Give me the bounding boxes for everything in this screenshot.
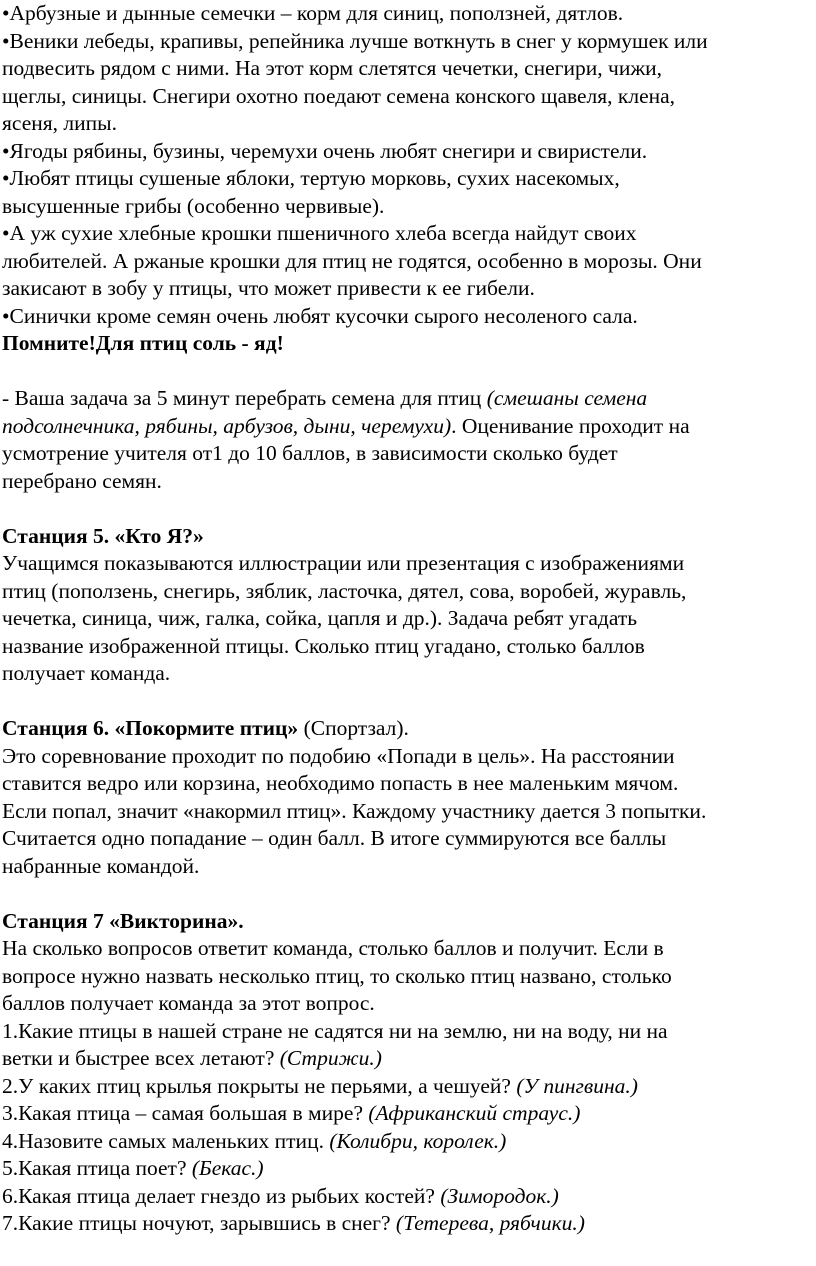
station-7 — [2, 908, 814, 1238]
quiz-question: 1.Какие птицы в нашей стране не садятся ни на землю, ни на воду, ни на — [2, 1018, 668, 1043]
seed-sorting-task — [2, 385, 814, 495]
list-item: •Веники лебеды, крапивы, репейника лучше воткнуть в снег у кормушек или — [2, 28, 708, 53]
quiz-question — [2, 1155, 814, 1183]
quiz-question-text: 3.Какая птица – самая большая в мире? — [2, 1101, 369, 1125]
quiz-question — [2, 1128, 814, 1156]
station-6-title: Станция 6. «Покормите птиц» — [2, 716, 299, 740]
bird-food-list — [2, 0, 814, 358]
list-item-continuation: любителей. А ржаные крошки для птиц не годятся, особенно в морозы. Они — [2, 248, 702, 273]
quiz-question-text: ветки и быстрее всех летают? — [2, 1046, 280, 1070]
paragraph-spacer — [2, 688, 814, 716]
station-6-text: Если попал, значит «накормил птиц». Каждому участнику дается 3 попытки. — [2, 798, 707, 823]
paragraph-spacer — [2, 880, 814, 908]
quiz-answer: (Бекас.) — [191, 1156, 264, 1180]
task-line: перебрано семян. — [2, 468, 162, 493]
task-mix-note: подсолнечника, рябины, арбузов, дыни, черемухи) — [2, 413, 452, 438]
paragraph-spacer — [2, 358, 814, 386]
task-text: . Оценивание проходит на — [451, 413, 690, 438]
station-5 — [2, 523, 814, 688]
list-item-continuation: ясеня, липы. — [2, 111, 117, 135]
station-7-title: Станция 7 «Викторина». — [2, 908, 244, 933]
list-item-continuation: высушенные грибы (особенно червивые). — [2, 193, 385, 218]
station-6-heading — [2, 715, 814, 743]
task-text: - Ваша задача за 5 минут перебрать семена для птиц — [2, 386, 487, 410]
station-7-text: На сколько вопросов ответит команда, столько баллов и получит. Если в — [2, 936, 664, 960]
station-6-location: (Спортзал). — [298, 716, 409, 740]
list-item-continuation: закисают в зобу у птицы, что может привести к ее гибели. — [2, 276, 535, 300]
station-7-text: баллов получает команда за этот вопрос. — [2, 991, 375, 1015]
list-item-continuation: подвесить рядом с ними. На этот корм слетятся чечетки, снегири, чижи, — [2, 56, 663, 80]
quiz-question-text: 2.У каких птиц крылья покрыты не перьями, а чешуей? — [2, 1073, 517, 1098]
quiz-question-text: 6.Какая птица делает гнездо из рыбьих костей? — [2, 1183, 441, 1208]
paragraph-spacer — [2, 495, 814, 523]
task-mix-note: (смешаны семена — [486, 386, 648, 410]
task-line: усмотрение учителя от1 до 10 баллов, в зависимости сколько будет — [2, 441, 618, 465]
station-6 — [2, 715, 814, 880]
quiz-answer: (Тетерева, рябчики.) — [395, 1211, 585, 1235]
station-6-text: Считается одно попадание – один балл. В итоге суммируются все баллы — [2, 826, 667, 850]
station-5-text: птиц (поползень, снегирь, зяблик, ласточка, дятел, сова, воробей, журавль, — [2, 578, 687, 603]
station-7-text: вопросе нужно назвать несколько птиц, то сколько птиц названо, столько — [2, 963, 672, 988]
quiz-question — [2, 1073, 814, 1101]
quiz-answer: (Африканский страус.) — [368, 1101, 581, 1125]
list-item: •Арбузные и дынные семечки – корм для синиц, поползней, дятлов. — [2, 1, 624, 25]
quiz-answer: (Стрижи.) — [279, 1046, 382, 1070]
station-5-text: Учащимся показываются иллюстрации или презентация с изображениями — [2, 551, 685, 575]
station-5-text: получает команда. — [2, 661, 171, 685]
quiz-question-text: 4.Назовите самых маленьких птиц. — [2, 1128, 330, 1153]
salt-warning: Помните!Для птиц соль - яд! — [2, 331, 284, 355]
station-5-text: название изображенной птицы. Сколько птиц угадано, столько баллов — [2, 633, 645, 658]
quiz-question — [2, 1100, 814, 1128]
station-6-text: Это соревнование проходит по подобию «Попади в цель». На расстоянии — [2, 743, 675, 768]
quiz-question — [2, 1210, 814, 1238]
quiz-question-text: 7.Какие птицы ночуют, зарывшись в снег? — [2, 1211, 396, 1235]
list-item: •А уж сухие хлебные крошки пшеничного хлеба всегда найдут своих — [2, 221, 637, 245]
quiz-answer: (Зимородок.) — [440, 1183, 559, 1208]
station-5-title: Станция 5. «Кто Я?» — [2, 523, 204, 548]
quiz-question — [2, 1045, 814, 1073]
task-line — [2, 413, 814, 441]
station-6-text: ставится ведро или корзина, необходимо попасть в нее маленьким мячом. — [2, 771, 679, 795]
list-item: •Любят птицы сушеные яблоки, тертую морковь, сухих насекомых, — [2, 166, 620, 190]
station-6-text: набранные командой. — [2, 853, 200, 878]
task-line — [2, 385, 814, 413]
station-5-text: чечетка, синица, чиж, галка, сойка, цапля и др.). Задача ребят угадать — [2, 606, 638, 630]
list-item-continuation: щеглы, синицы. Снегири охотно поедают семена конского щавеля, клена, — [2, 83, 676, 108]
quiz-answer: (Колибри, королек.) — [329, 1128, 507, 1153]
list-item: •Ягоды рябины, бузины, черемухи очень любят снегири и свиристели. — [2, 138, 648, 163]
quiz-answer: (У пингвина.) — [516, 1073, 638, 1098]
quiz-question — [2, 1183, 814, 1211]
quiz-question-text: 5.Какая птица поет? — [2, 1156, 192, 1180]
list-item: •Синички кроме семян очень любят кусочки сырого несоленого сала. — [2, 303, 638, 328]
